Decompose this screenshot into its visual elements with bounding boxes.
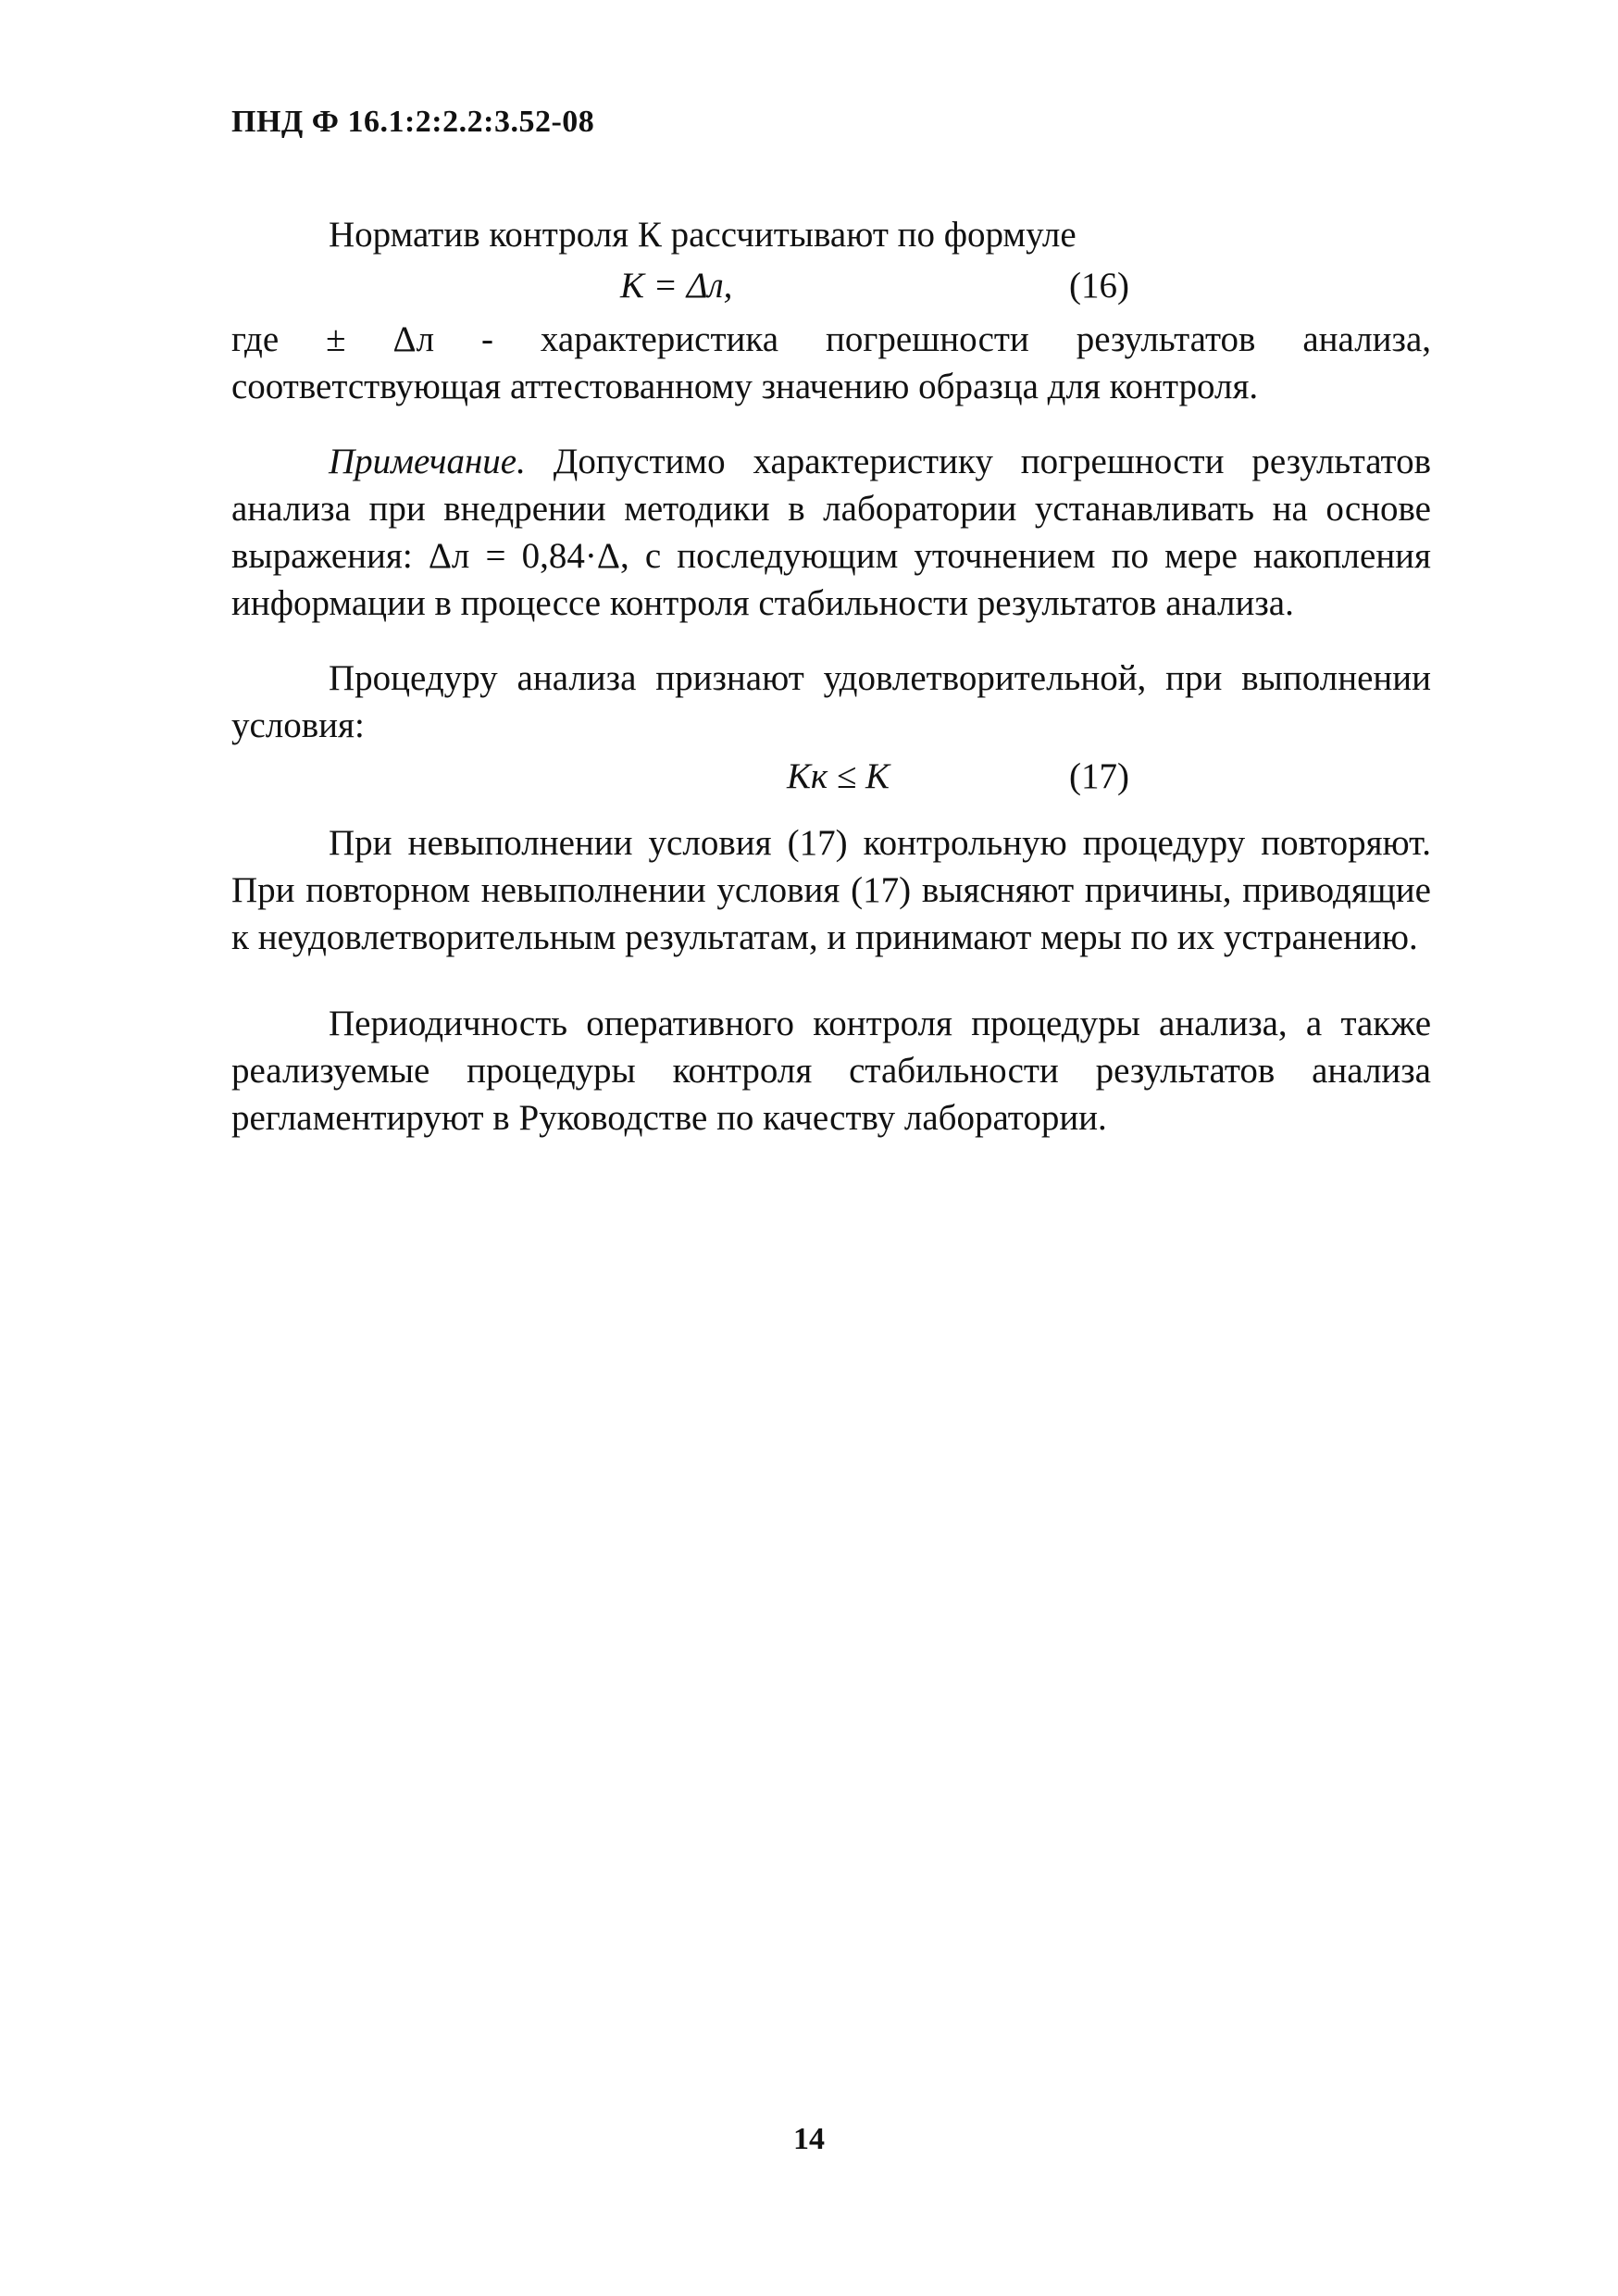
note-label: Примечание. (329, 442, 526, 481)
paragraph-periodicity: Периодичность оперативного контроля процедуры анализа, а также реализуемые процедуры контроля стабильности результатов анализа регламентируют в Руководстве по качеству лаборатории. (231, 1004, 1431, 1138)
page-number: 14 (793, 2122, 825, 2156)
note-paragraph (231, 438, 1431, 627)
formula-17 (231, 749, 1431, 806)
paragraph-where-definition: где ± Δл - характеристика погрешности результатов анализа, соответствующая аттестованному значению образца для контроля. (231, 319, 1431, 406)
page-body (231, 211, 1431, 1142)
note-text: Допустимо характеристику погрешности результатов анализа при внедрении методики в лаборатории устанавливать на основе выражения: Δл = 0,84·Δ, с последующим уточнением по мере накопления информации в процессе контроля стабильности результатов анализа. (231, 442, 1432, 623)
formula-16-expression: К = Δл, (620, 266, 733, 306)
formula-16 (231, 258, 1431, 316)
paragraph-procedure-satisfactory: Процедуру анализа признают удовлетворительной, при выполнении условия: (231, 658, 1431, 745)
formula-17-number: (17) (1069, 756, 1129, 796)
paragraph-failure-repeat: При невыполнении условия (17) контрольную процедуру повторяют. При повторном невыполнении условия (17) выясняют причины, приводящие к неудовлетворительным результатам, и принимают меры по их устранению. (231, 823, 1431, 957)
formula-17-expression: Кк ≤ К (787, 756, 890, 796)
document-code-header: ПНД Ф 16.1:2:2.2:3.52-08 (231, 105, 595, 139)
paragraph-control-standard: Норматив контроля К рассчитывают по формуле (329, 215, 1077, 255)
formula-16-number: (16) (1069, 266, 1129, 306)
